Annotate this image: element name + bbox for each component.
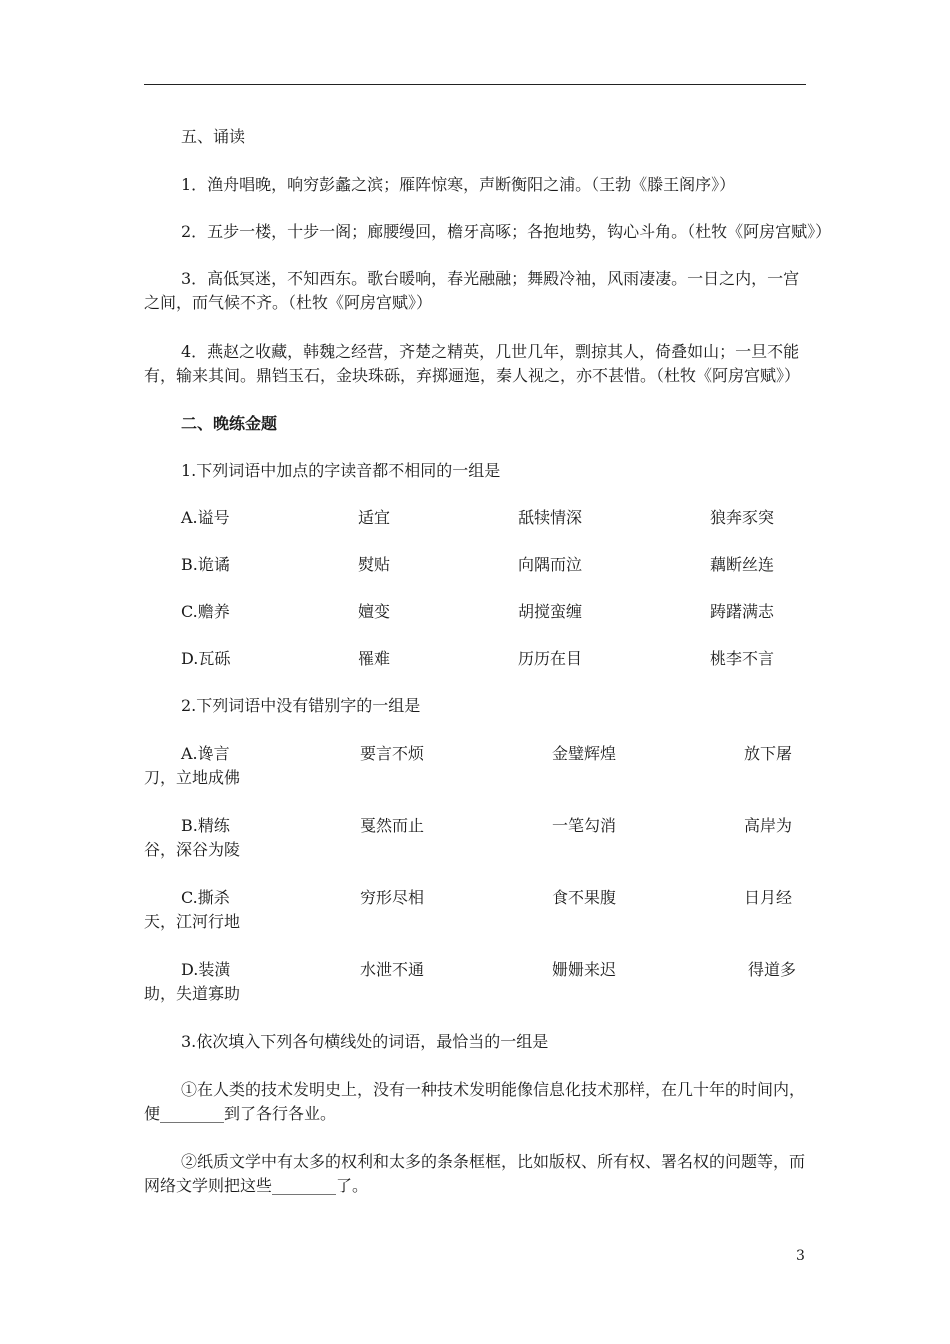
recite-line-2: 2．五步一楼，十步一阁；廊腰缦回，檐牙高啄；各抱地势，钩心斗角。（杜牧《阿房宫赋》）: [181, 222, 832, 241]
q1-option-b: [144, 553, 806, 577]
q2-d-word-1: D.装潢: [181, 960, 231, 979]
q1-b-word-3: 向隅而泣: [518, 555, 583, 574]
q1-b-word-1: B.诡谲: [181, 555, 230, 574]
section-heading-recite: 五、诵读: [181, 127, 246, 146]
q1-c-word-1: C.赡养: [181, 602, 230, 621]
q2-b-word-2: 戛然而止: [360, 816, 425, 835]
q2-d-word-4: 得道多: [748, 960, 797, 979]
q2-c-word-4: 日月经: [744, 888, 793, 907]
q2-b-word-3: 一笔勾消: [552, 816, 617, 835]
q1-c-word-4: 踌躇满志: [710, 602, 775, 621]
q2-option-a: [144, 742, 806, 766]
question-3-sentence-2: ②纸质文学中有太多的权利和太多的条条框框，比如版权、所有权、署名权的问题等，而网络文学则把这些________了。: [144, 1152, 806, 1195]
q1-option-a: [144, 506, 806, 530]
recite-line-4: 4．燕赵之收藏，韩魏之经营，齐楚之精英，几世几年，剽掠其人，倚叠如山；一旦不能有，输来其间。鼎铛玉石，金块珠砾，弃掷逦迤，秦人视之，亦不甚惜。（杜牧《阿房宫赋》）: [144, 342, 801, 385]
recite-line-3: 3．高低冥迷，不知西东。歌台暖响，春光融融；舞殿冷袖，风雨凄凄。一日之内，一宫之间，而气候不齐。（杜牧《阿房宫赋》）: [144, 269, 800, 312]
header-rule: [144, 84, 806, 85]
q2-option-b: [144, 814, 806, 838]
q1-c-word-2: 嬗变: [358, 602, 391, 621]
q1-option-c: [144, 600, 806, 624]
q2-b-word-1: B.精练: [181, 816, 230, 835]
q1-d-word-2: 罹难: [358, 649, 391, 668]
q1-d-word-4: 桃李不言: [710, 649, 775, 668]
q2-a-word-1: A.谗言: [181, 744, 230, 763]
q2-option-d: [144, 958, 806, 982]
recite-line-1: 1．渔舟唱晚，响穷彭蠡之滨；雁阵惊寒，声断衡阳之浦。（王勃《滕王阁序》）: [181, 175, 736, 194]
q2-d-word-2: 水泄不通: [360, 960, 425, 979]
question-1-stem: 1.下列词语中加点的字读音都不相同的一组是: [181, 461, 501, 480]
q2-a-continuation: 刀，立地成佛: [144, 768, 241, 787]
q2-c-word-3: 食不果腹: [552, 888, 617, 907]
q1-d-word-3: 历历在目: [518, 649, 583, 668]
q2-a-word-2: 要言不烦: [360, 744, 425, 763]
q2-b-continuation: 谷，深谷为陵: [144, 840, 241, 859]
q1-a-word-1: A.谥号: [181, 508, 230, 527]
q2-a-word-3: 金璧辉煌: [552, 744, 617, 763]
question-3-sentence-1: ①在人类的技术发明史上，没有一种技术发明能像信息化技术那样，在几十年的时间内，便________到了各行各业。: [144, 1080, 806, 1123]
q1-option-d: [144, 647, 806, 671]
q1-a-word-3: 舐犊情深: [518, 508, 583, 527]
section-heading-exercise: 二、晚练金题: [181, 414, 278, 433]
q2-a-word-4: 放下屠: [744, 744, 793, 763]
question-2-stem: 2.下列词语中没有错别字的一组是: [181, 696, 421, 715]
q2-c-word-1: C.撕杀: [181, 888, 230, 907]
q1-a-word-4: 狼奔豕突: [710, 508, 775, 527]
q1-b-word-4: 藕断丝连: [710, 555, 775, 574]
page-number: 3: [796, 1248, 805, 1264]
question-3-stem: 3.依次填入下列各句横线处的词语，最恰当的一组是: [181, 1032, 549, 1051]
q2-c-word-2: 穷形尽相: [360, 888, 425, 907]
q1-c-word-3: 胡搅蛮缠: [518, 602, 583, 621]
q2-d-word-3: 姗姗来迟: [552, 960, 617, 979]
q2-option-c: [144, 886, 806, 910]
q2-c-continuation: 天，江河行地: [144, 912, 241, 931]
q1-b-word-2: 熨贴: [358, 555, 391, 574]
q1-a-word-2: 适宜: [358, 508, 391, 527]
q2-d-continuation: 助，失道寡助: [144, 984, 241, 1003]
q2-b-word-4: 高岸为: [744, 816, 793, 835]
q1-d-word-1: D.瓦砾: [181, 649, 231, 668]
